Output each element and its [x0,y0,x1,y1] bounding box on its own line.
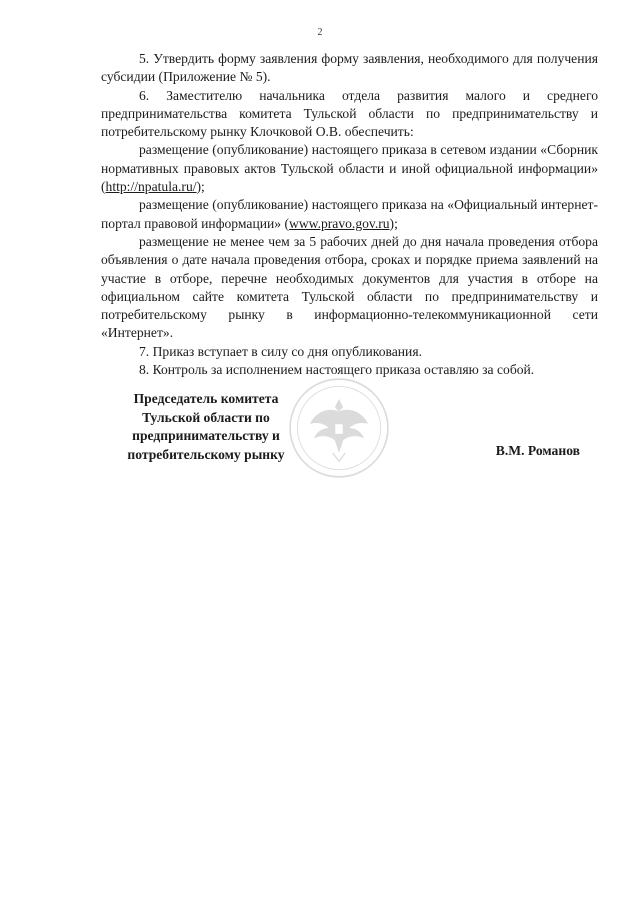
paragraph-5: 5. Утвердить форму заявления форму заявления, необходимого для получения субсидии (Приложение № 5). [101,51,598,85]
paragraph-6-selection-announcement: размещение не менее чем за 5 рабочих дней до дня начала проведения отбора объявления о дате начала проведения отбора, сроках и порядке приема заявлений на участие в отборе, перечне необходимых документов для участия в отборе на официальном сайте комитета Тульской области по предпринимательству и потребительскому рынку в информационно-телекоммуникационной сети «Интернет». [101,233,598,341]
pravo-link[interactable]: www.pravo.gov.ru [289,215,390,231]
paragraph-6b-text: размещение (опубликование) настоящего приказа на «Официальный интернет-портал правовой информации» ( [101,197,598,231]
paragraph-6-publication-pravo [101,196,598,233]
paragraph-7: 7. Приказ вступает в силу со дня опубликования. [139,343,422,359]
signer-position-line: Председатель комитета [133,391,279,406]
paragraph-8: 8. Контроль за исполнением настоящего приказа оставляю за собой. [139,362,535,378]
paragraph-6a-end: ); [196,179,205,195]
signer-position-line: Тульской области по [142,409,270,425]
paragraph-6-publication-npatula [101,141,598,196]
signature-block [101,390,598,470]
signer-position-line: предпринимательству и [132,428,280,444]
page-number: 2 [317,27,323,38]
paragraph-6a-text: размещение (опубликование) настоящего приказа в сетевом издании «Сборник нормативных правовых актов Тульской области и иной официальной информации» ( [101,142,598,195]
document-body [101,50,598,379]
paragraph-6b-end: ); [389,215,398,231]
npatula-link[interactable]: http://npatula.ru/ [105,179,197,195]
signer-position [101,390,311,464]
signer-position-line: потребительскому рынку [127,446,285,462]
signer-name: В.М. Романов [495,443,580,458]
paragraph-6: 6. Заместителю начальника отдела развития малого и среднего предпринимательства комитета Тульской области по предпринимательству и потребительскому рынку Клочковой О.В. обеспечить: [101,87,598,140]
